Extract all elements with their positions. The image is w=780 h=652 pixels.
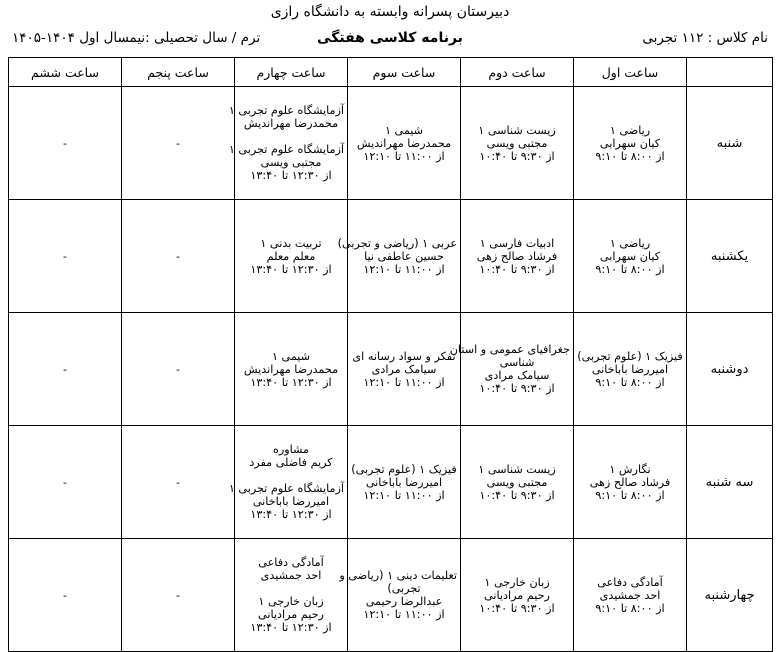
entry-line: رحیم مرادیانی [258, 608, 324, 621]
schedule-cell [348, 426, 461, 539]
schedule-cell [122, 426, 235, 539]
day-cell: شنبه [687, 87, 773, 200]
entry-line: از ۹:۳۰ تا ۱۰:۴۰ [479, 601, 555, 615]
entry-line: معلم معلم [266, 249, 316, 263]
entry-line: از ۱۱:۰۰ تا ۱۲:۱۰ [363, 375, 445, 389]
entry-line: از ۹:۳۰ تا ۱۰:۴۰ [479, 262, 555, 276]
table-row [9, 200, 773, 313]
class-entry [461, 237, 573, 276]
schedule-cell [339, 539, 461, 652]
entry-line: تفکر و سواد رسانه ای [352, 349, 456, 363]
entry-spacer [238, 469, 344, 482]
entry-line: از ۱۲:۳۰ تا ۱۳:۴۰ [250, 262, 332, 276]
class-entry [228, 443, 347, 521]
column-header-period-3: ساعت سوم [348, 58, 461, 87]
schedule-cell [348, 313, 461, 426]
schedule-cell [235, 200, 348, 313]
schedule-cell [9, 313, 122, 426]
column-header-period-6: ساعت ششم [9, 58, 122, 87]
entry-line: احد جمشیدی [599, 588, 661, 602]
schedule-cell [228, 426, 348, 539]
entry-line: فرشاد صالح زهی [476, 249, 558, 263]
class-entry [449, 343, 573, 395]
school-name: دبیرستان پسرانه وابسته به دانشگاه رازی [270, 4, 510, 20]
schedule-cell [574, 313, 687, 426]
entry-line: سیامک مرادی [484, 369, 550, 382]
entry-line: از ۸:۰۰ تا ۹:۱۰ [595, 601, 665, 615]
class-entry [235, 237, 347, 276]
class-name: نام کلاس : ۱۱۲ تجربی [642, 30, 768, 46]
class-entry [9, 250, 121, 263]
class-entry [348, 124, 460, 163]
column-header-period-2: ساعت دوم [461, 58, 574, 87]
entry-line: مجتبی ویسی [486, 136, 548, 150]
day-cell: یکشنبه [687, 200, 773, 313]
table-row [9, 313, 773, 426]
weekly-schedule-table [8, 57, 773, 652]
entry-line: آزمایشگاه علوم تجربی ۱ [228, 104, 344, 117]
entry-line: فرشاد صالح زهی [589, 475, 671, 489]
empty-slot-dash: - [176, 588, 180, 602]
entry-line: از ۱۲:۳۰ تا ۱۳:۴۰ [250, 169, 332, 182]
entry-line: آزمایشگاه علوم تجربی ۱ [228, 482, 344, 495]
class-entry [574, 237, 686, 276]
class-entry [9, 476, 121, 489]
class-entry [461, 124, 573, 163]
schedule-cell [574, 87, 687, 200]
schedule-cell [337, 200, 461, 313]
header-row [9, 58, 773, 87]
entry-line: رحیم مرادیانی [484, 588, 550, 602]
entry-line: حسین عاطفی نیا [364, 249, 444, 263]
class-entry [574, 576, 686, 615]
entry-line: کیان سهرابی [599, 136, 661, 150]
schedule-cell [9, 200, 122, 313]
entry-line: تعلیمات دینی ۱ (ریاضی و [339, 569, 457, 582]
empty-slot-dash: - [63, 475, 67, 489]
entry-spacer [238, 130, 344, 143]
entry-line: از ۹:۳۰ تا ۱۰:۴۰ [479, 382, 555, 395]
entry-line: زیست شناسی ۱ [478, 462, 556, 476]
empty-slot-dash: - [176, 362, 180, 376]
entry-line: کریم فاضلی مفرد [249, 456, 333, 469]
entry-line: امیررضا باباخانی [365, 475, 443, 489]
class-entry [122, 476, 234, 489]
entry-line: جغرافیای عمومی و استان [449, 343, 570, 356]
entry-line: از ۸:۰۰ تا ۹:۱۰ [595, 149, 665, 163]
empty-slot-dash: - [63, 588, 67, 602]
empty-slot-dash: - [63, 362, 67, 376]
class-entry [574, 350, 686, 389]
entry-line: از ۱۲:۳۰ تا ۱۳:۴۰ [250, 375, 332, 389]
day-cell: سه شنبه [687, 426, 773, 539]
day-cell: دوشنبه [687, 313, 773, 426]
entry-line: محمدرضا مهراندیش [243, 117, 339, 130]
entry-line: از ۱۱:۰۰ تا ۱۲:۱۰ [363, 149, 445, 163]
schedule-cell [9, 426, 122, 539]
class-entry [122, 589, 234, 602]
class-entry [574, 463, 686, 502]
entry-line: شیمی ۱ [271, 349, 311, 363]
table-row [9, 87, 773, 200]
entry-line: آمادگی دفاعی [258, 556, 324, 569]
entry-line: مشاوره [272, 443, 310, 456]
schedule-cell [461, 539, 574, 652]
entry-line: از ۸:۰۰ تا ۹:۱۰ [595, 488, 665, 502]
entry-line: مجتبی ویسی [260, 156, 322, 169]
entry-line: امیررضا باباخانی [591, 362, 669, 376]
entry-line: احد جمشیدی [260, 569, 322, 582]
empty-slot-dash: - [176, 136, 180, 150]
empty-slot-dash: - [176, 475, 180, 489]
entry-line: از ۸:۰۰ تا ۹:۱۰ [595, 375, 665, 389]
entry-line: عبدالرضا رحیمی [365, 595, 443, 608]
entry-line: مجتبی ویسی [486, 475, 548, 489]
class-entry [339, 569, 460, 621]
empty-slot-dash: - [63, 249, 67, 263]
schedule-cell [348, 87, 461, 200]
schedule-cell [461, 87, 574, 200]
entry-line: شیمی ۱ [384, 123, 424, 137]
schedule-title: برنامه کلاسی هفتگی [317, 30, 463, 46]
schedule-cell [122, 539, 235, 652]
entry-spacer [238, 582, 344, 595]
class-entry [122, 137, 234, 150]
entry-line: محمدرضا مهراندیش [243, 362, 339, 376]
entry-line: سیامک مرادی [371, 362, 437, 376]
schedule-cell [9, 539, 122, 652]
table-row [9, 539, 773, 652]
entry-line: آمادگی دفاعی [597, 575, 663, 589]
entry-line: از ۱۲:۳۰ تا ۱۳:۴۰ [250, 621, 332, 634]
schedule-cell [574, 200, 687, 313]
empty-slot-dash: - [176, 249, 180, 263]
entry-line: فیزیک ۱ (علوم تجربی) [577, 349, 683, 363]
schedule-cell [122, 87, 235, 200]
class-entry [228, 104, 347, 182]
schedule-cell [9, 87, 122, 200]
term-label: ترم / سال تحصیلی :نیمسال اول ۱۴۰۴-۱۴۰۵ [12, 30, 261, 46]
empty-slot-dash: - [63, 136, 67, 150]
entry-line: از ۱۱:۰۰ تا ۱۲:۱۰ [363, 488, 445, 502]
entry-line: ریاضی ۱ [609, 123, 651, 137]
schedule-cell [122, 200, 235, 313]
entry-line: محمدرضا مهراندیش [356, 136, 452, 150]
schedule-cell [449, 313, 574, 426]
schedule-cell [122, 313, 235, 426]
entry-line: نگارش ۱ [609, 462, 651, 476]
schedule-cell [574, 539, 687, 652]
entry-line: ریاضی ۱ [609, 236, 651, 250]
entry-line: از ۸:۰۰ تا ۹:۱۰ [595, 262, 665, 276]
column-header-period-4: ساعت چهارم [235, 58, 348, 87]
column-header-period-5: ساعت پنجم [122, 58, 235, 87]
class-entry [122, 250, 234, 263]
corner-cell [687, 58, 773, 87]
class-entry [9, 363, 121, 376]
day-cell: چهارشنبه [687, 539, 773, 652]
entry-line: کیان سهرابی [599, 249, 661, 263]
entry-line: آزمایشگاه علوم تجربی ۱ [228, 143, 344, 156]
entry-line: امیررضا باباخانی [252, 495, 330, 508]
entry-line: فیزیک ۱ (علوم تجربی) [351, 462, 457, 476]
class-entry [348, 350, 460, 389]
entry-line: زبان خارجی ۱ [258, 595, 324, 608]
entry-line: عربی ۱ (ریاضی و تجربی) [337, 236, 457, 250]
entry-line: از ۱۱:۰۰ تا ۱۲:۱۰ [363, 608, 445, 621]
class-entry [461, 463, 573, 502]
entry-line: از ۱۱:۰۰ تا ۱۲:۱۰ [363, 262, 445, 276]
entry-line: از ۹:۳۰ تا ۱۰:۴۰ [479, 149, 555, 163]
class-entry [235, 350, 347, 389]
column-header-period-1: ساعت اول [574, 58, 687, 87]
entry-line: تجربی) [387, 582, 421, 595]
schedule-cell [461, 200, 574, 313]
table-row [9, 426, 773, 539]
class-entry [337, 236, 460, 276]
class-entry [9, 137, 121, 150]
schedule-cell [228, 87, 348, 200]
entry-line: زیست شناسی ۱ [478, 123, 556, 137]
schedule-cell [574, 426, 687, 539]
class-entry [461, 576, 573, 615]
entry-line: تربیت بدنی ۱ [260, 236, 322, 250]
entry-line: شناسی [499, 356, 535, 369]
schedule-cell [235, 313, 348, 426]
entry-line: از ۹:۳۰ تا ۱۰:۴۰ [479, 488, 555, 502]
schedule-cell [235, 539, 348, 652]
class-entry [574, 124, 686, 163]
class-entry [9, 589, 121, 602]
entry-line: از ۱۲:۳۰ تا ۱۳:۴۰ [250, 508, 332, 521]
class-entry [122, 363, 234, 376]
entry-line: ادبیات فارسی ۱ [479, 236, 555, 250]
entry-line: زبان خارجی ۱ [484, 575, 550, 589]
class-entry [348, 463, 460, 502]
class-entry [235, 556, 347, 634]
schedule-cell [461, 426, 574, 539]
